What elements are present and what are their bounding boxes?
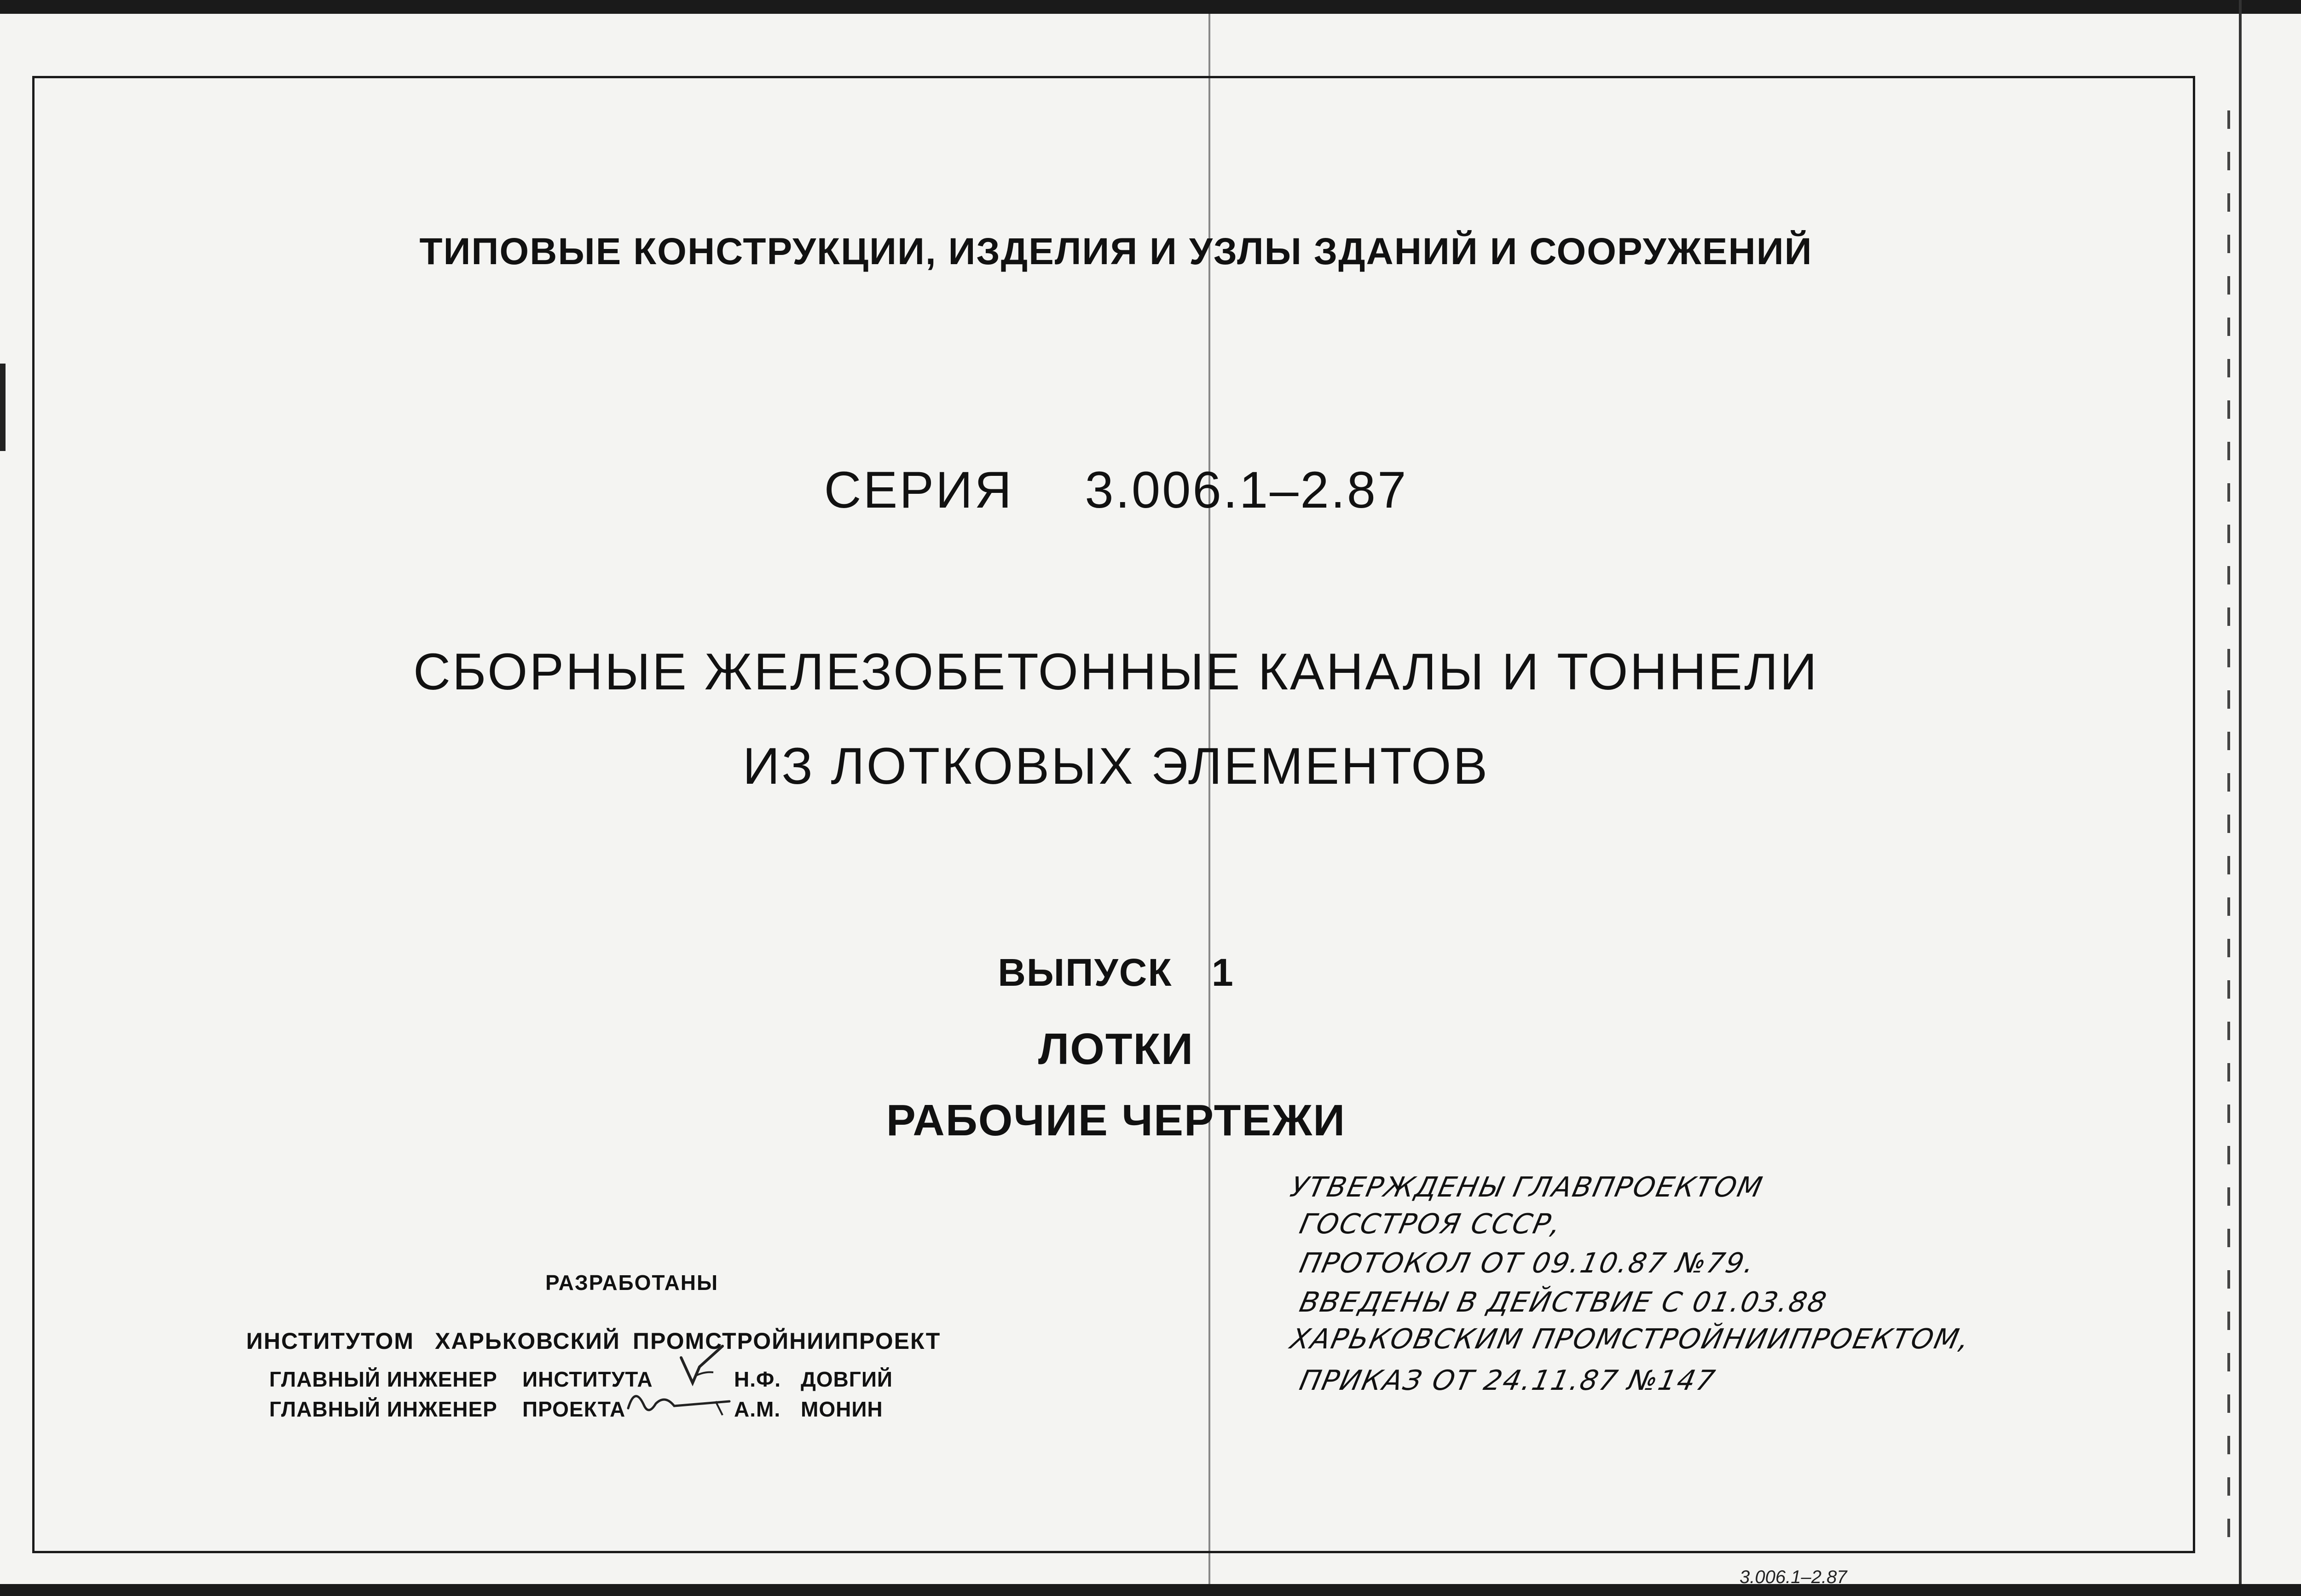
issue-line	[35, 950, 2197, 995]
subtitle-trays: ЛОТКИ	[1038, 1024, 1194, 1074]
series-line	[35, 460, 2197, 520]
drawing-frame	[32, 76, 2195, 1553]
title-line-1: СБОРНЫЕ ЖЕЛЕЗОБЕТОННЫЕ КАНАЛЫ И ТОННЕЛИ	[413, 643, 1819, 700]
staff-surname: ДОВГИЙ	[801, 1367, 893, 1391]
signature-image	[624, 1381, 743, 1422]
scan-right-edge	[2239, 0, 2242, 1584]
institute-word: ХАРЬКОВСКИЙ	[435, 1328, 620, 1354]
title-line-2: ИЗ ЛОТКОВЫХ ЭЛЕМЕНТОВ	[742, 737, 1490, 795]
scan-top-border	[0, 0, 2301, 14]
scan-bottom-border	[0, 1584, 2301, 1596]
approval-line: ПРОТОКОЛ ОТ 09.10.87 №79.	[1296, 1247, 1758, 1279]
staff-unit: ПРОЕКТА	[522, 1397, 626, 1421]
institute-word: ИНСТИТУТОМ	[246, 1328, 414, 1354]
series-number: 3.006.1–2.87	[1085, 461, 1408, 519]
staff-role: ГЛАВНЫЙ ИНЖЕНЕР	[269, 1367, 497, 1391]
scan-left-mark	[0, 364, 6, 451]
institute-word: ПРОМСТРОЙНИИПРОЕКТ	[633, 1328, 941, 1354]
staff-role: ГЛАВНЫЙ ИНЖЕНЕР	[269, 1397, 497, 1421]
perforation-line	[2227, 110, 2230, 1537]
staff-surname: МОНИН	[801, 1397, 883, 1421]
subtitle-working-drawings: РАБОЧИЕ ЧЕРТЕЖИ	[886, 1096, 1346, 1145]
series-label: СЕРИЯ	[824, 461, 1014, 519]
staff-unit: ИНСТИТУТА	[522, 1367, 653, 1391]
approval-line: ПРИКАЗ ОТ 24.11.87 №147	[1296, 1365, 1719, 1397]
staff-initials: Н.Ф.	[734, 1367, 781, 1391]
approval-line: ХАРЬКОВСКИМ ПРОМСТРОЙНИИПРОЕКТОМ,	[1287, 1323, 1973, 1355]
staff-initials: А.М.	[734, 1397, 781, 1421]
developed-by-label: РАЗРАБОТАНЫ	[545, 1271, 719, 1295]
issue-number: 1	[1212, 951, 1234, 994]
approval-line: ГОССТРОЯ СССР,	[1296, 1208, 1565, 1240]
issue-label: ВЫПУСК	[998, 951, 1173, 994]
approval-line: ВВЕДЕНЫ В ДЕЙСТВИЕ С 01.03.88	[1296, 1286, 1831, 1318]
document-header: ТИПОВЫЕ КОНСТРУКЦИИ, ИЗДЕЛИЯ И УЗЛЫ ЗДАНИЙ И СООРУЖЕНИЙ	[419, 231, 1813, 272]
approval-line: УТВЕРЖДЕНЫ ГЛАВПРОЕКТОМ	[1287, 1171, 1767, 1203]
corner-stamp: 3.006.1–2.87	[1740, 1567, 1847, 1587]
